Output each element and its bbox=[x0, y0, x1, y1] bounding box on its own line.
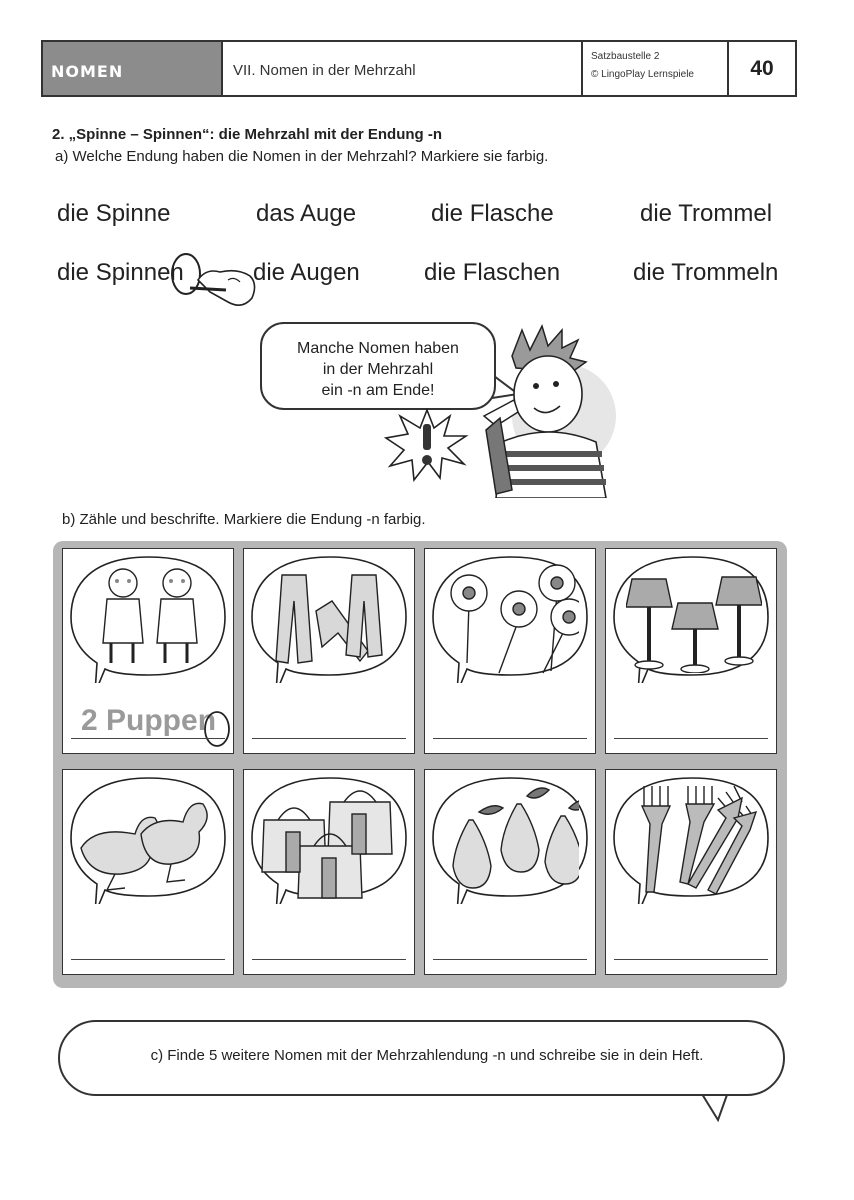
plural-word-1: die Spinnen bbox=[57, 259, 184, 286]
speech-line-2: in der Mehrzahl bbox=[322, 361, 434, 378]
picture-cell-2 bbox=[243, 548, 415, 754]
singular-word-1: die Spinne bbox=[57, 200, 171, 227]
page-header bbox=[41, 40, 797, 97]
answer-line bbox=[614, 959, 768, 960]
flowers-icon bbox=[439, 563, 579, 679]
task-c-instruction: c) Finde 5 weitere Nomen mit der Mehrzahlendung -n und schreibe sie in dein Heft. bbox=[150, 1047, 704, 1064]
picture-cell-5 bbox=[62, 769, 234, 975]
bags-icon bbox=[260, 782, 396, 902]
forks-icon bbox=[634, 784, 758, 900]
page-number: 40 bbox=[727, 42, 795, 95]
picture-cell-4 bbox=[605, 548, 777, 754]
lamps-icon bbox=[626, 573, 762, 673]
speech-line-3: ein -n am Ende! bbox=[321, 382, 435, 399]
plural-word-4: die Trommeln bbox=[633, 259, 779, 286]
picture-grid bbox=[53, 541, 787, 988]
answer-line bbox=[252, 738, 406, 739]
picture-cell-8 bbox=[605, 769, 777, 975]
plural-word-2: die Augen bbox=[253, 259, 360, 286]
answer-line bbox=[433, 738, 587, 739]
speech-line-1: Manche Nomen haben bbox=[297, 340, 459, 357]
singular-word-3: die Flasche bbox=[431, 200, 554, 227]
picture-cell-6 bbox=[243, 769, 415, 975]
source-line-1: Satzbaustelle 2 bbox=[591, 51, 660, 62]
singular-word-2: das Auge bbox=[256, 200, 357, 227]
task-a-instruction: a) Welche Endung haben die Nomen in der Mehrzahl? Markiere sie farbig. bbox=[55, 148, 549, 165]
picture-cell-7 bbox=[424, 769, 596, 975]
answer-line bbox=[433, 959, 587, 960]
section-tag: NOMEN bbox=[43, 42, 221, 95]
pears-icon bbox=[439, 784, 579, 892]
picture-cell-1 bbox=[62, 548, 234, 754]
source-info bbox=[581, 42, 727, 95]
plural-word-3: die Flaschen bbox=[424, 259, 561, 286]
answer-line bbox=[614, 738, 768, 739]
boy-illustration bbox=[456, 322, 616, 498]
source-line-2: © LingoPlay Lernspiele bbox=[591, 69, 694, 80]
answer-circle bbox=[203, 709, 233, 749]
marking-hand-icon bbox=[168, 250, 264, 320]
task-title: 2. „Spinne – Spinnen“: die Mehrzahl mit der Endung -n bbox=[52, 126, 443, 143]
dolls-icon bbox=[97, 565, 209, 677]
singular-word-4: die Trommel bbox=[640, 200, 773, 227]
ducks-icon bbox=[75, 790, 215, 900]
answer-line bbox=[71, 959, 225, 960]
jeans-icon bbox=[272, 571, 388, 671]
task-b-instruction: b) Zähle und beschrifte. Markiere die Endung -n farbig. bbox=[62, 511, 426, 528]
answer-line bbox=[252, 959, 406, 960]
answer-line bbox=[71, 738, 225, 739]
chapter-title: VII. Nomen in der Mehrzahl bbox=[221, 42, 581, 95]
example-answer: 2 Puppen bbox=[81, 704, 217, 737]
picture-cell-3 bbox=[424, 548, 596, 754]
